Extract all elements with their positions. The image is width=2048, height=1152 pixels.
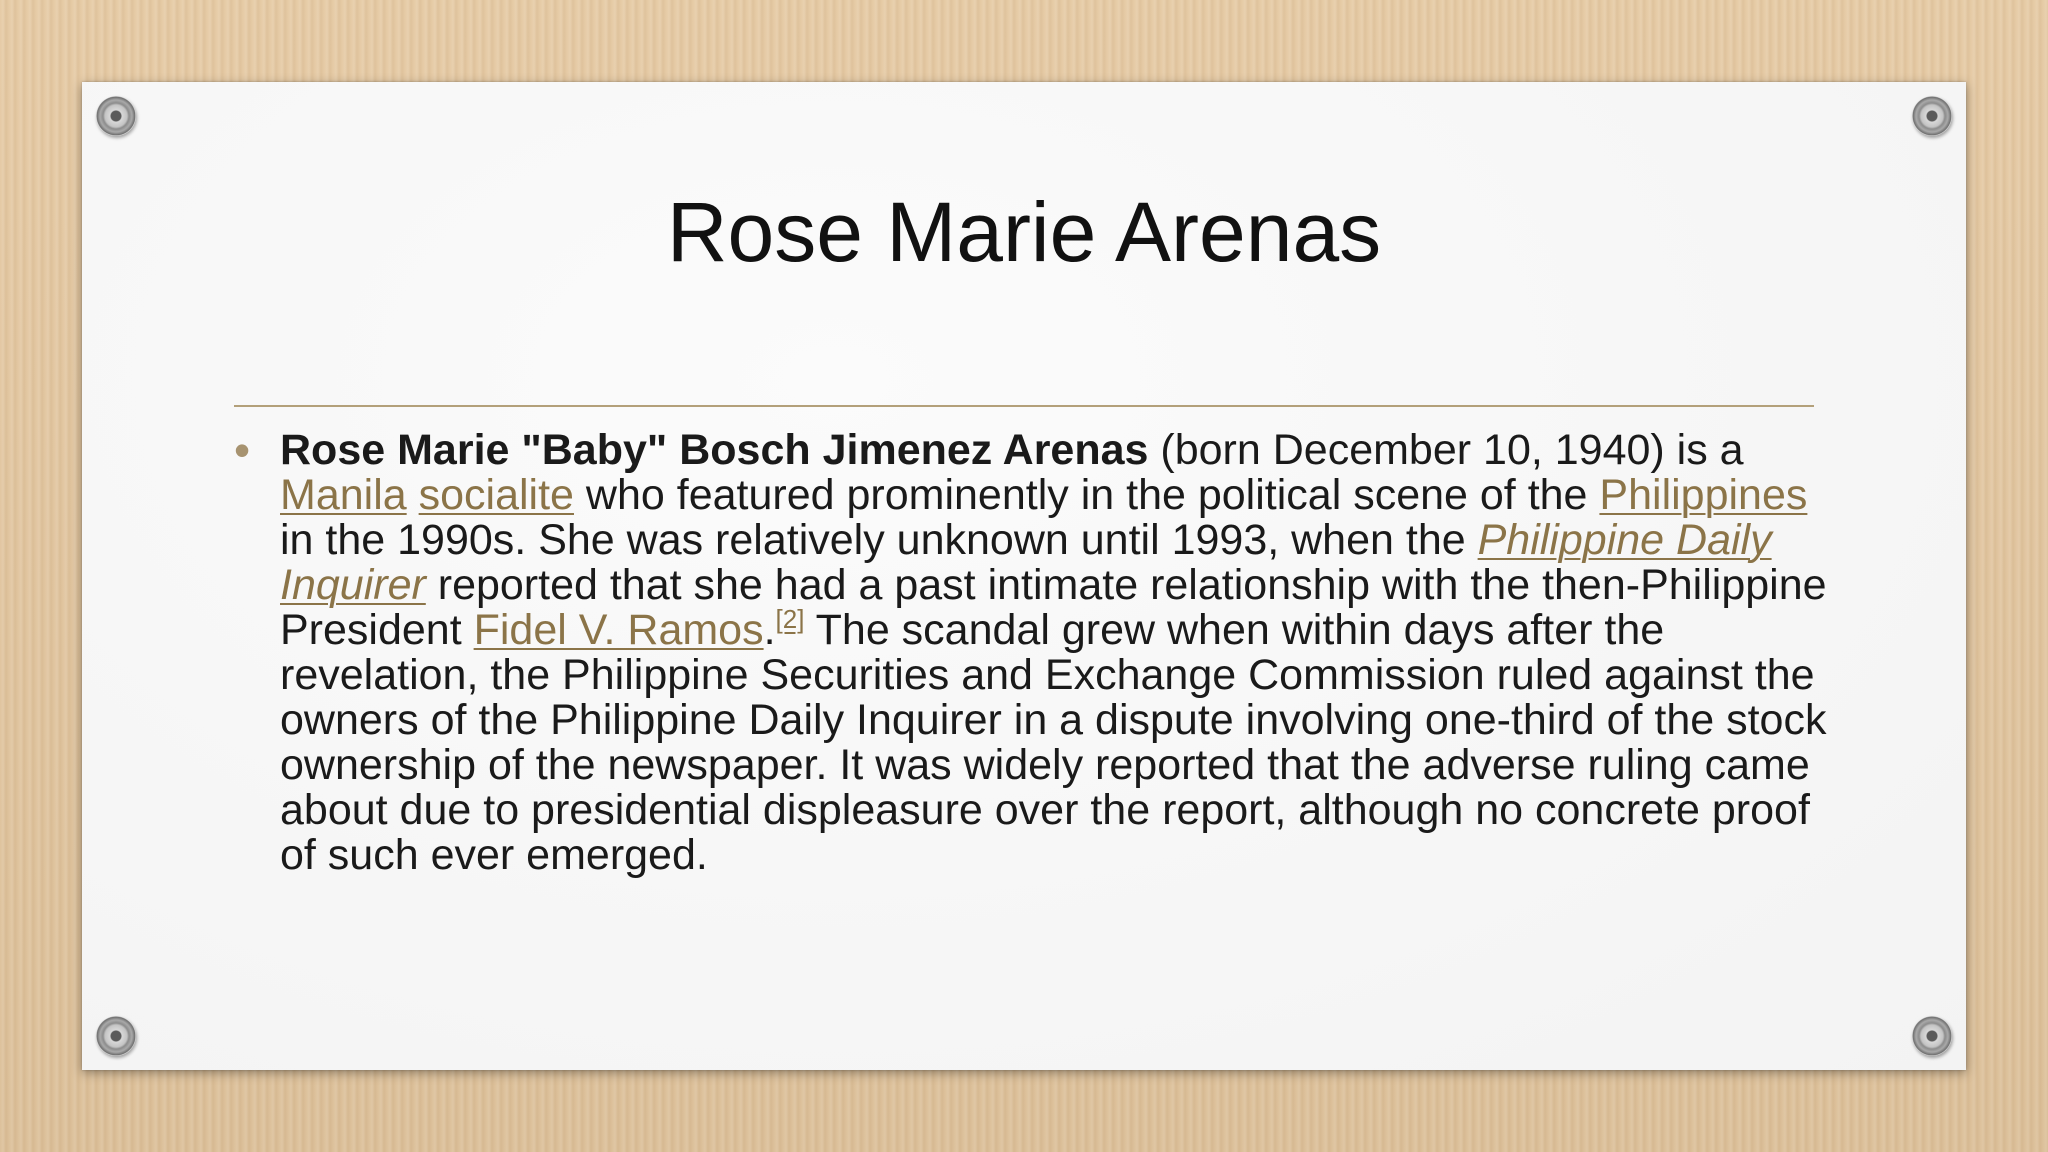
pushpin-icon xyxy=(1912,1016,1952,1056)
slide-title: Rose Marie Arenas xyxy=(666,185,1382,279)
link-fidel-ramos[interactable]: Fidel V. Ramos xyxy=(473,606,764,654)
text-segment: (born December 10, 1940) is a xyxy=(1148,426,1744,474)
text-segment: . xyxy=(763,606,776,654)
slide-body xyxy=(234,424,1874,879)
link-manila[interactable]: Manila xyxy=(280,471,407,519)
pushpin-icon xyxy=(96,96,136,136)
title-divider xyxy=(234,405,1814,407)
text-segment: in the 1990s. She was relatively unknown until 1993, when the xyxy=(280,516,1478,564)
text-segment xyxy=(407,471,419,519)
pushpin-icon xyxy=(1912,96,1952,136)
link-philippines[interactable]: Philippines xyxy=(1599,471,1808,519)
pushpin-icon xyxy=(96,1016,136,1056)
reference-link[interactable]: [2] xyxy=(775,604,805,634)
text-segment: The scandal grew when within days after the revelation, the Philippine Securities and Exchange Commission ruled against the owners of the Philippine Daily Inquirer in a dispute involving one-third of the stock ownership of the newspaper. It was widely reported that the adverse ruling came about due to presidential displeasure over the report, although no concrete proof of such ever emerged. xyxy=(280,606,1827,879)
bullet-icon: • xyxy=(234,424,251,476)
subject-name: Rose Marie "Baby" Bosch Jimenez Arenas xyxy=(280,426,1149,474)
slide-card xyxy=(82,82,1966,1070)
link-socialite[interactable]: socialite xyxy=(418,471,574,519)
bullet-item xyxy=(234,424,1874,879)
text-segment: reported that she had a past intimate relationship with the then-Philippine President xyxy=(280,561,1827,654)
text-segment: who featured prominently in the political scene of the xyxy=(573,471,1600,519)
bullet-paragraph xyxy=(280,428,1840,878)
link-philippine-daily-inquirer[interactable]: Philippine Daily Inquirer xyxy=(280,516,1772,609)
